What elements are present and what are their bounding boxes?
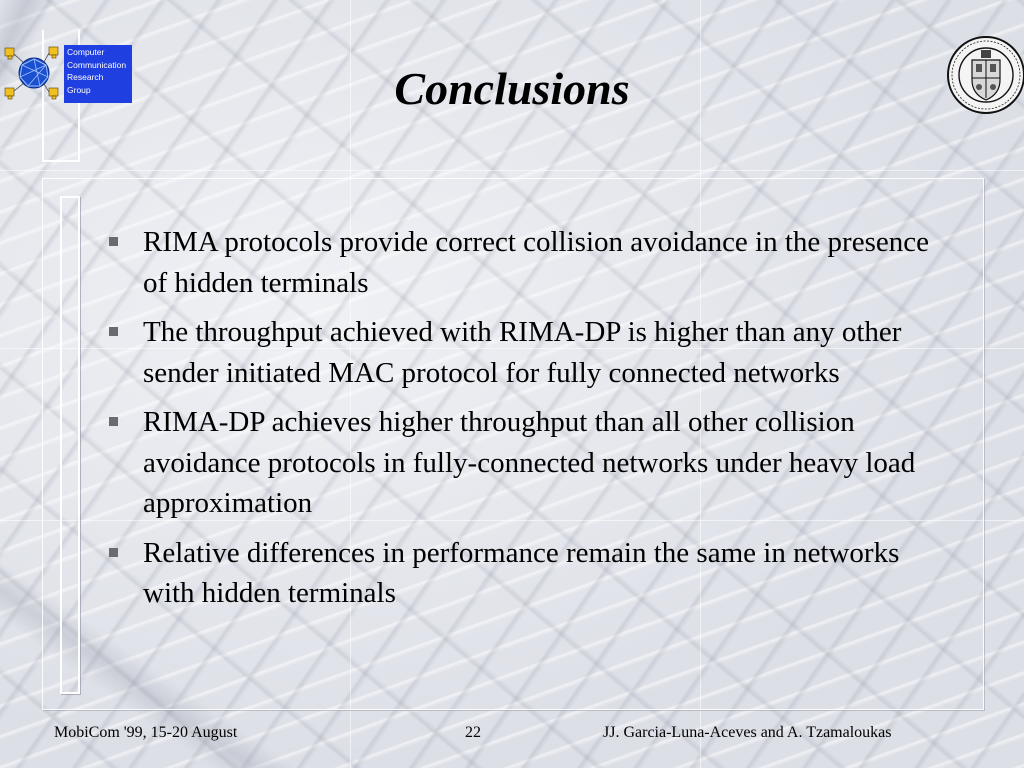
list-item [105,312,955,393]
square-bullet-icon [109,327,118,336]
logo-line: Group [67,84,91,95]
grid-line [0,170,1024,171]
logo-line: Communication [67,59,127,70]
footer-event: MobiCom '99, 15-20 August [54,724,238,741]
footer-page-number: 22 [465,724,481,741]
bullet-text: RIMA protocols provide correct collision avoidance in the presence of hidden terminals [143,226,929,299]
bullet-text: Relative differences in performance remain the same in networks with hidden terminals [143,536,900,609]
footer-authors: JJ. Garcia-Luna-Aceves and A. Tzamaloukas [603,724,892,741]
bullet-text: The throughput achieved with RIMA-DP is higher than any other sender initiated MAC protocol for fully connected networks [143,316,902,389]
list-item [105,402,955,524]
list-item [105,533,955,614]
bullet-text: RIMA-DP achieves higher throughput than all other collision avoidance protocols in fully-connected networks under heavy load approximation [143,406,916,519]
slide-title: Conclusions [394,63,630,114]
logo-line: Research [67,72,104,82]
square-bullet-icon [109,417,118,426]
square-bullet-icon [109,548,118,557]
list-item [105,222,955,303]
square-bullet-icon [109,237,118,246]
logo-line: Computer [67,47,105,57]
content-rail [60,196,80,694]
conclusions-list [105,222,955,623]
